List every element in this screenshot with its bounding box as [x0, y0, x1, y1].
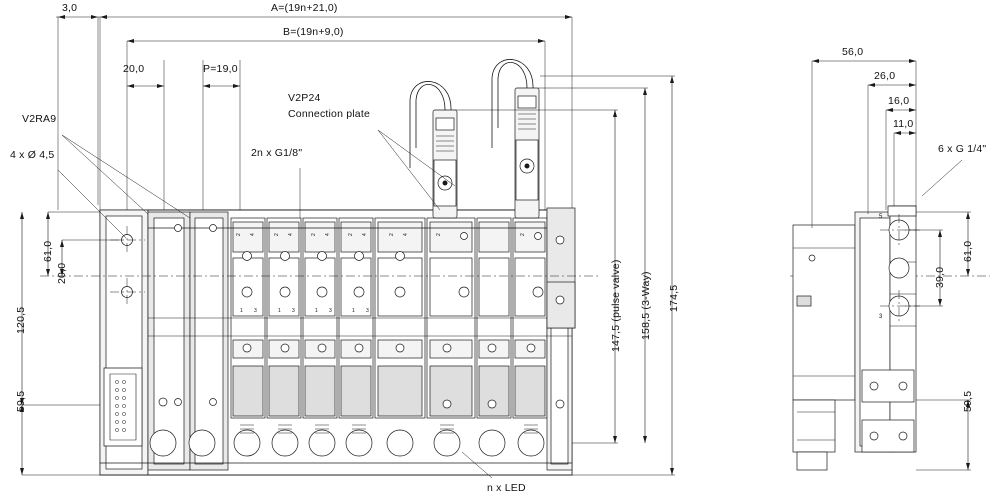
svg-text:5: 5 — [879, 214, 883, 220]
label-dim-A: A=(19n+21,0) — [271, 2, 338, 14]
side-view — [793, 206, 920, 470]
svg-text:3: 3 — [292, 308, 295, 314]
svg-text:3: 3 — [254, 308, 257, 314]
label-dim-158-5: 158,5 (3-Way) — [640, 271, 652, 340]
label-dim-147-5: 147,5 (pulse valve) — [610, 259, 622, 352]
dim-20-P — [127, 60, 240, 218]
solenoid-coil-right — [492, 59, 539, 218]
label-v2p24: V2P24 — [288, 92, 321, 104]
label-holes: 4 x Ø 4,5 — [10, 149, 55, 161]
label-dim-59-5-left: 59,5 — [15, 390, 27, 412]
svg-text:3: 3 — [879, 314, 883, 320]
label-ports-g18: 2n x G1/8" — [251, 147, 303, 159]
svg-text:3: 3 — [329, 308, 332, 314]
label-dim-174-5: 174,5 — [668, 284, 680, 312]
svg-text:2: 2 — [520, 233, 526, 236]
label-dim-16: 16,0 — [888, 95, 910, 107]
svg-text:2: 2 — [274, 233, 280, 236]
svg-text:3: 3 — [366, 308, 369, 314]
label-dim-59-5-right: 59,5 — [962, 390, 974, 412]
label-v2ra9: V2RA9 — [22, 113, 57, 125]
svg-text:4: 4 — [250, 233, 256, 236]
label-dim-20-left: 20,0 — [56, 262, 68, 284]
svg-text:2: 2 — [348, 233, 354, 236]
label-dim-120-5: 120,5 — [15, 306, 27, 334]
svg-text:4: 4 — [403, 233, 409, 236]
svg-text:4: 4 — [325, 233, 331, 236]
svg-text:4: 4 — [362, 233, 368, 236]
dim-3-0 — [56, 15, 100, 210]
svg-text:4: 4 — [288, 233, 294, 236]
label-dim-B: B=(19n+9,0) — [283, 26, 344, 38]
dim-B — [127, 39, 545, 215]
label-dim-56: 56,0 — [842, 46, 864, 58]
svg-text:1: 1 — [240, 308, 243, 314]
svg-text:2: 2 — [236, 233, 242, 236]
label-dim-61-right: 61,0 — [962, 240, 974, 262]
label-dim-3-0: 3,0 — [62, 2, 78, 14]
label-dim-P: P=19,0 — [203, 63, 238, 75]
label-n-led: n x LED — [487, 482, 526, 494]
svg-text:1: 1 — [352, 308, 355, 314]
solenoid-coil-left — [410, 81, 457, 218]
label-v2p24-sub: Connection plate — [288, 108, 371, 120]
label-dim-61-left: 61,0 — [42, 240, 54, 262]
label-dim-11: 11,0 — [893, 118, 914, 130]
dsub-connector — [104, 368, 142, 446]
svg-text:1: 1 — [278, 308, 281, 314]
label-dim-39: 39,0 — [934, 266, 946, 288]
label-dim-20-top: 20,0 — [123, 63, 145, 75]
svg-text:2: 2 — [389, 233, 395, 236]
svg-text:2: 2 — [311, 233, 317, 236]
label-dim-26: 26,0 — [874, 70, 896, 82]
svg-text:1: 1 — [315, 308, 318, 314]
label-ports-g14: 6 x G 1/4" — [938, 143, 987, 155]
svg-text:2: 2 — [436, 233, 442, 236]
